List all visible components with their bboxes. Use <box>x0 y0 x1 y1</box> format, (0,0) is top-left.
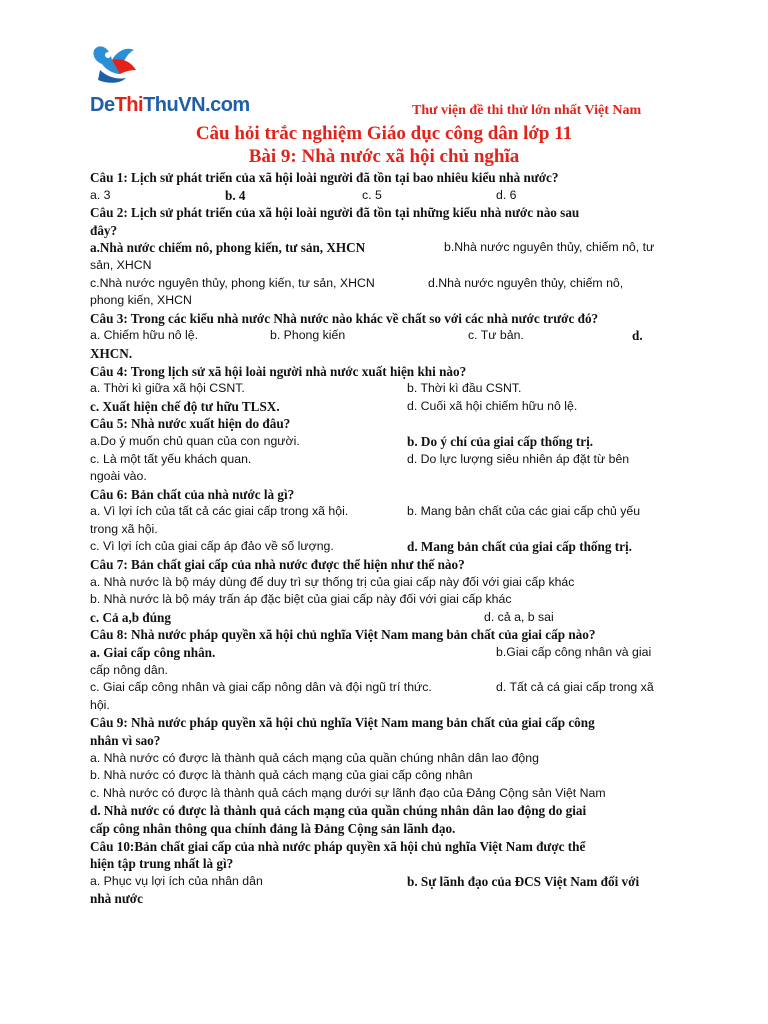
question-2-cont: đây? <box>90 222 118 238</box>
answer-b: b. Sự lãnh đạo của ĐCS Việt Nam đối với <box>407 873 640 889</box>
answer-c: c. Tư bản. <box>468 328 524 343</box>
answer-row <box>90 697 686 715</box>
answer-b: b. Phong kiến <box>270 328 346 343</box>
answer-c: c. Cả a,b đúng <box>90 609 171 625</box>
answer-a: a.Nhà nước chiếm nô, phong kiến, tư sản, XHCN <box>90 240 366 256</box>
answer-d-cont: cấp công nhân thông qua chính đảng là Đảng Cộng sản lãnh đạo. <box>90 820 456 836</box>
question-8: Câu 8: Nhà nước pháp quyền xã hội chủ nghĩa Việt Nam mang bản chất của giai cấp nào? <box>90 627 596 643</box>
answer-row <box>90 538 686 556</box>
answer-d-cont: XHCN. <box>90 345 133 361</box>
question-9-cont: nhân vì sao? <box>90 733 161 748</box>
answer-b-cont: nhà nước <box>90 891 143 907</box>
answer-row <box>90 433 686 451</box>
question-7: Câu 7: Bản chất giai cấp của nhà nước được thể hiện như thế nào? <box>90 557 465 573</box>
lesson-subtitle: Bài 9: Nhà nước xã hội chủ nghĩa <box>248 146 520 167</box>
answer-c: c. Giai cấp công nhân và giai cấp nông dân và đội ngũ trí thức. <box>90 680 432 695</box>
answer-row <box>90 890 686 908</box>
answer-a: a.Do ý muốn chủ quan của con người. <box>90 433 300 448</box>
question-3: Câu 3: Trong các kiểu nhà nước Nhà nước nào khác về chất so với các nhà nước trước đó? <box>90 310 599 326</box>
answer-b: b.Giai cấp công nhân và giai <box>496 645 652 660</box>
answer-row <box>90 468 686 486</box>
question-9: Câu 9: Nhà nước pháp quyền xã hội chủ nghĩa Việt Nam mang bản chất của giai cấp công <box>90 715 595 731</box>
answer-row <box>90 275 686 293</box>
answer-row <box>90 873 686 891</box>
answer-a: a. Nhà nước có được là thành quả cách mạng của quần chúng nhân dân lao động <box>90 750 539 765</box>
answer-d: d. cả a, b sai <box>484 609 554 624</box>
answer-row <box>90 644 686 662</box>
answer-a: a. Phục vụ lợi ích của nhân dân <box>90 873 263 888</box>
answer-c: c. Nhà nước có được là thành quả cách mạng dưới sự lãnh đạo của Đảng Cộng sản Việt Nam <box>90 785 606 800</box>
site-logo-text[interactable]: DeThiThuVN.com <box>90 94 250 116</box>
answer-b: b.Nhà nước nguyên thủy, chiếm nô, tư <box>444 240 655 255</box>
answer-row <box>90 662 686 680</box>
question-4: Câu 4: Trong lịch sử xã hội loài người nhà nước xuất hiện khi nào? <box>90 363 467 379</box>
answer-d: d. Tất cả cá giai cấp trong xã <box>496 680 654 695</box>
answer-b: b. Thời kì đầu CSNT. <box>407 381 522 396</box>
answer-row <box>90 239 686 257</box>
answer-b: b. 4 <box>225 187 246 203</box>
question-6: Câu 6: Bản chất của nhà nước là gì? <box>90 486 295 502</box>
answer-b-cont: trong xã hội. <box>90 521 158 536</box>
answer-c: c. 5 <box>362 187 382 202</box>
answer-row <box>90 187 686 205</box>
answer-b: b. Nhà nước có được là thành quả cách mạng của giai cấp công nhân <box>90 768 473 783</box>
answer-c: c. Vì lợi ích của giai cấp áp đảo về số lượng. <box>90 539 334 554</box>
answer-d: d. Mang bản chất của giai cấp thống trị. <box>407 539 632 555</box>
question-1: Câu 1: Lịch sử phát triển của xã hội loài người đã tồn tại bao nhiêu kiểu nhà nước? <box>90 170 559 185</box>
answer-row <box>90 257 686 275</box>
question-2: Câu 2: Lịch sử phát triển của xã hội loài người đã tồn tại những kiểu nhà nước nào sau <box>90 205 580 221</box>
answer-row <box>90 503 686 521</box>
answer-row <box>90 609 686 627</box>
answer-b-cont: sản, XHCN <box>90 257 152 272</box>
answer-a: a. Thời kì giữa xã hội CSNT. <box>90 381 245 396</box>
answer-d: d. 6 <box>496 187 517 202</box>
answer-a: a. Chiếm hữu nô lệ. <box>90 328 199 343</box>
answer-row <box>90 679 686 697</box>
answer-d-cont: ngoài vào. <box>90 469 147 484</box>
answer-d: d. <box>632 328 643 344</box>
answer-row <box>90 521 686 539</box>
answer-row <box>90 327 686 345</box>
answer-c: c. Là một tất yếu khách quan. <box>90 451 252 466</box>
answer-d: d.Nhà nước nguyên thủy, chiếm nô, <box>428 275 624 290</box>
document-title: Câu hỏi trắc nghiệm Giáo dục công dân lớp 11 <box>195 123 573 144</box>
answer-d: d. Cuối xã hội chiếm hữu nô lệ. <box>407 398 578 413</box>
answer-b: b. Nhà nước là bộ máy trấn áp đặc biệt của giai cấp này đối với giai cấp khác <box>90 592 512 607</box>
answer-a: a. Nhà nước là bộ máy dùng để duy trì sự thống trị của giai cấp này đối với giai cấp khác <box>90 574 575 589</box>
site-tagline: Thư viện đề thi thử lớn nhất Việt Nam <box>412 103 642 118</box>
answer-c: c.Nhà nước nguyên thủy, phong kiến, tư sản, XHCN <box>90 275 375 290</box>
answer-c: c. Xuất hiện chế độ tư hữu TLSX. <box>90 398 280 414</box>
answer-d-cont: hội. <box>90 697 110 712</box>
answer-a: a. 3 <box>90 187 111 202</box>
answer-d: d. Nhà nước có được là thành quả cách mạng của quần chúng nhân dân lao động do giai <box>90 803 587 819</box>
question-5: Câu 5: Nhà nước xuất hiện do đâu? <box>90 416 291 432</box>
answer-b-cont: cấp nông dân. <box>90 662 168 677</box>
question-10: Câu 10:Bản chất giai cấp của nhà nước pháp quyền xã hội chủ nghĩa Việt Nam được thể <box>90 838 586 854</box>
answer-a: a. Giai cấp công nhân. <box>90 645 216 661</box>
answer-a: a. Vì lợi ích của tất cả các giai cấp trong xã hội. <box>90 504 349 519</box>
answer-row <box>90 345 686 363</box>
answer-b: b. Mang bản chất của các giai cấp chủ yếu <box>407 504 641 519</box>
answer-row <box>90 292 686 310</box>
answer-b: b. Do ý chí của giai cấp thống trị. <box>407 433 594 449</box>
answer-row <box>90 451 686 469</box>
answer-d: d. Do lực lượng siêu nhiên áp đặt từ bên <box>407 451 630 466</box>
answer-row <box>90 398 686 416</box>
answer-row <box>90 380 686 398</box>
question-list <box>90 169 686 908</box>
answer-d-cont: phong kiến, XHCN <box>90 293 192 308</box>
question-10-cont: hiện tập trung nhất là gì? <box>90 856 234 872</box>
